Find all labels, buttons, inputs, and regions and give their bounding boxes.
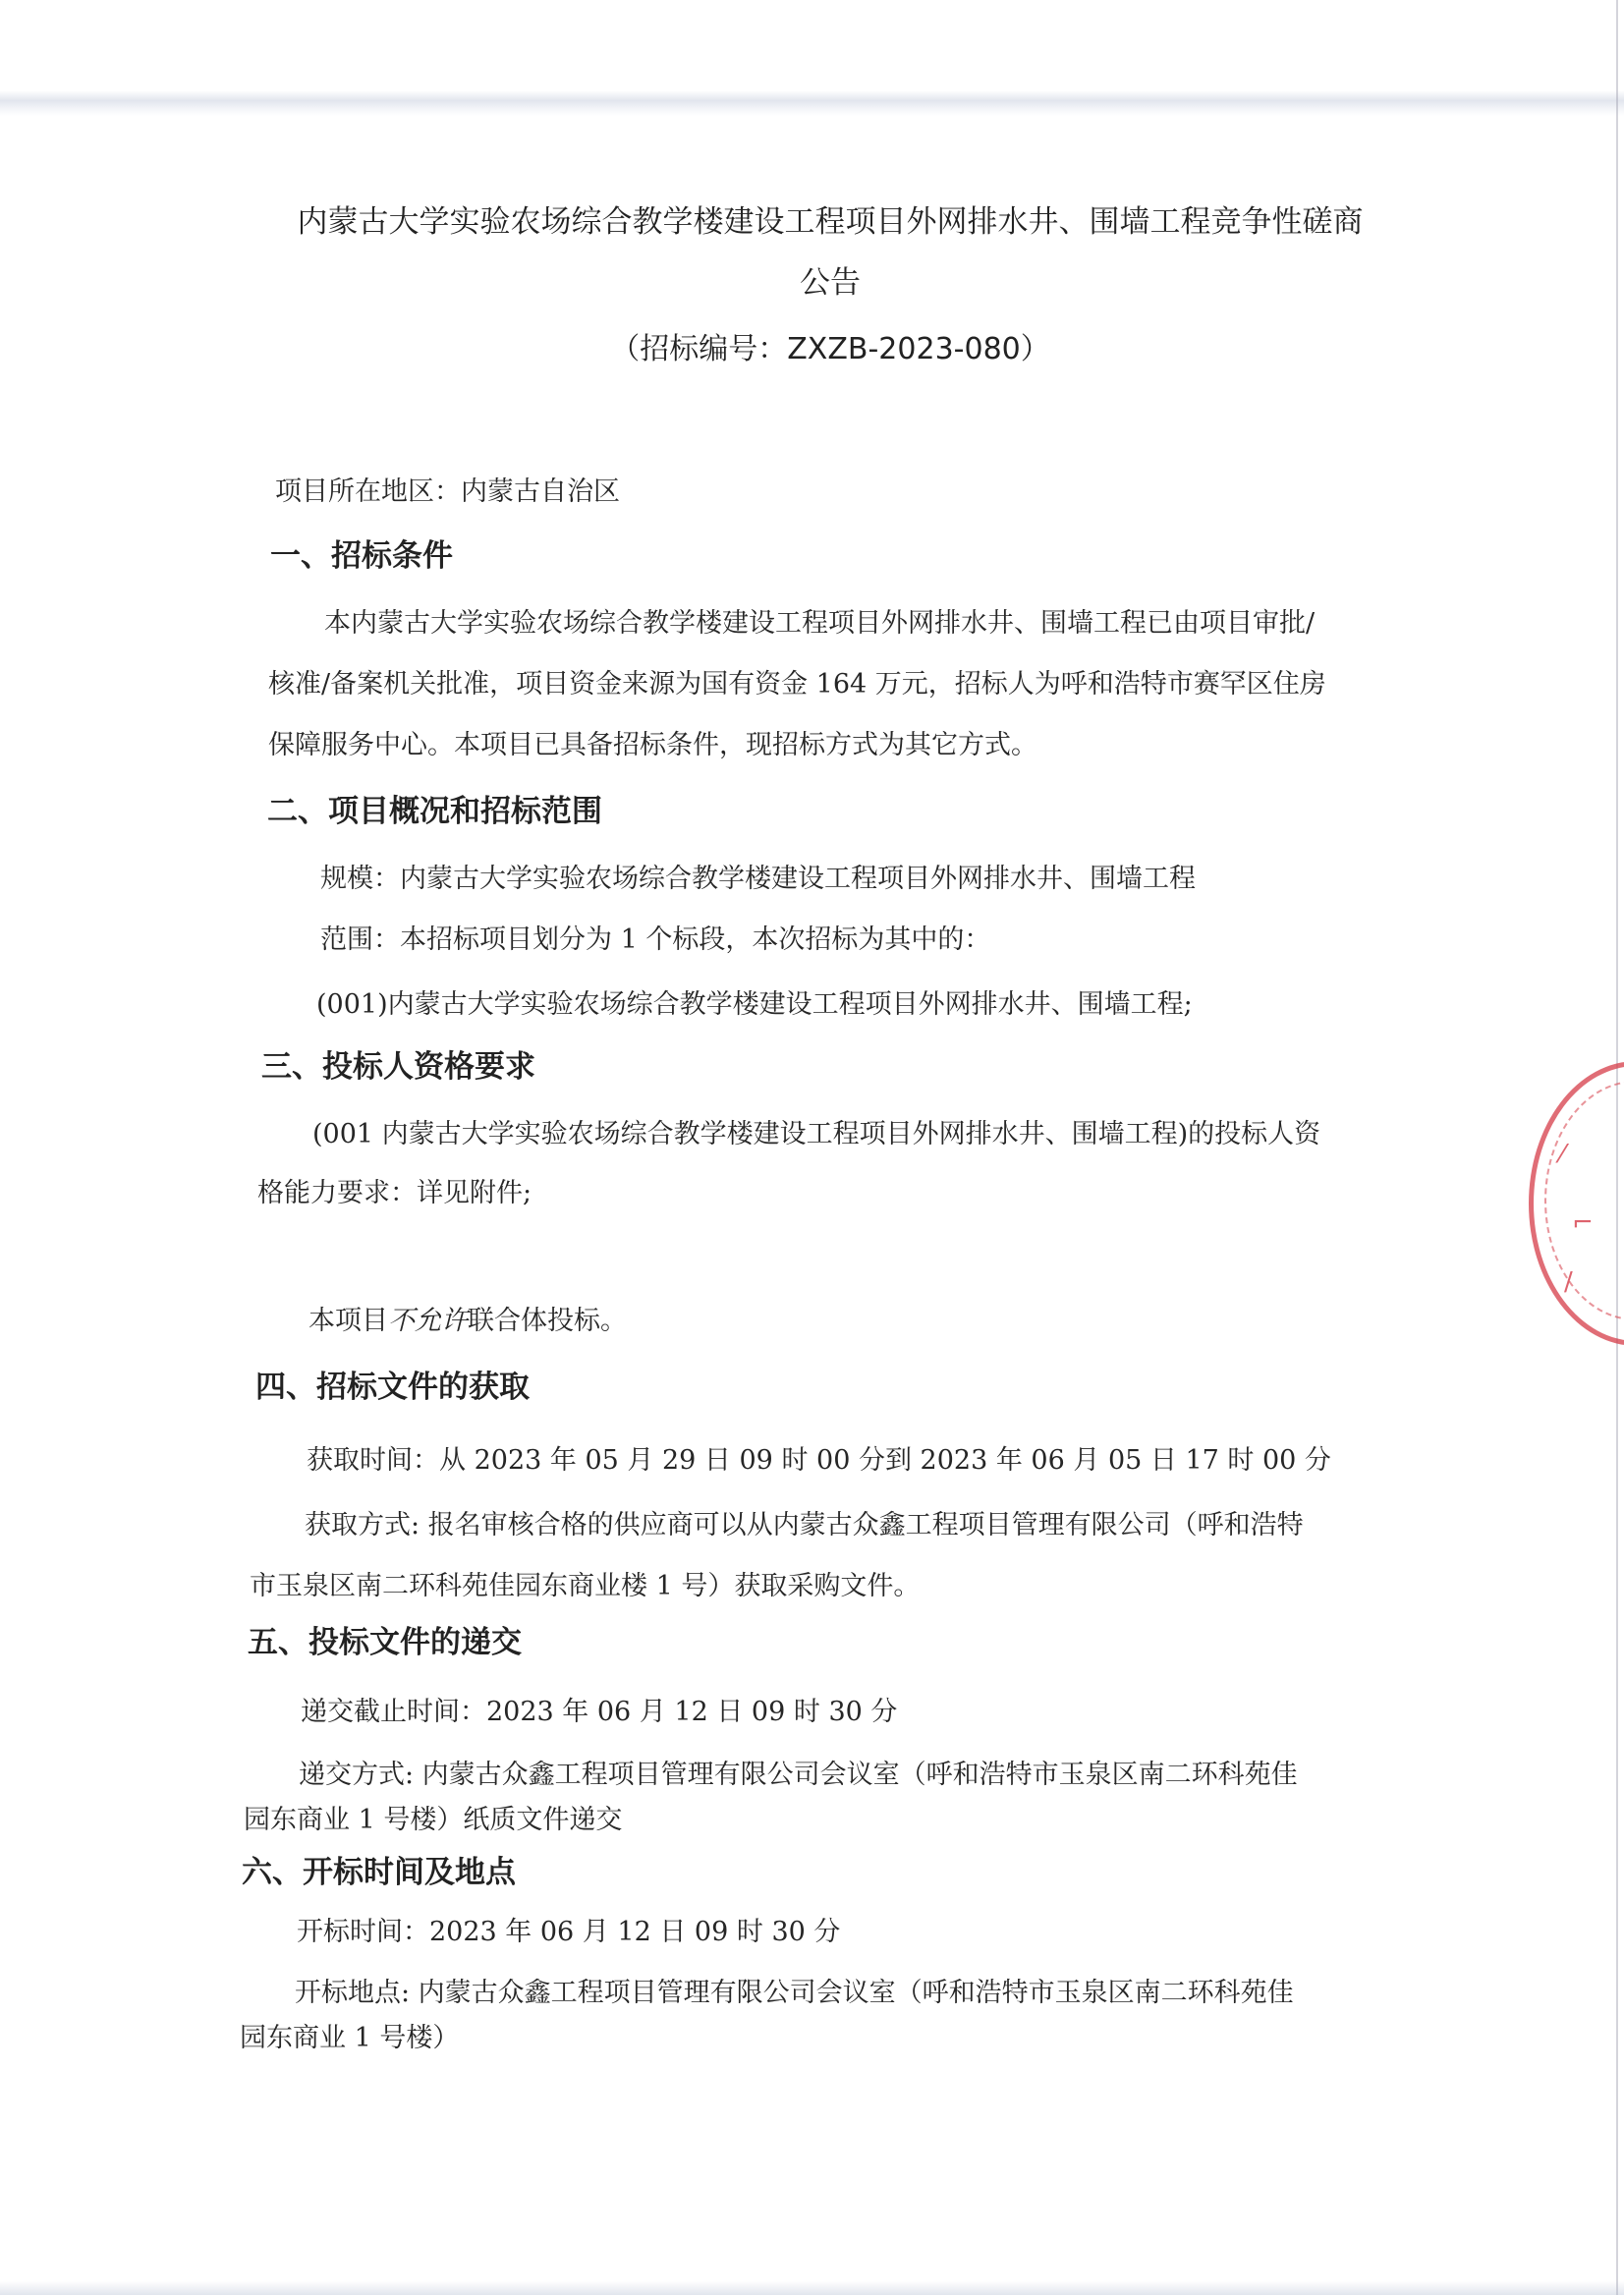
submission-method-line-2: 园东商业 1 号楼）纸质文件递交 [244,1805,623,1835]
acquisition-method-line-2: 市玉泉区南二环科苑佳园东商业楼 1 号）获取采购文件。 [250,1571,921,1601]
section-heading-3: 三、投标人资格要求 [261,1049,535,1085]
section1-line-3: 保障服务中心。本项目已具备招标条件，现招标方式为其它方式。 [268,730,1037,760]
section-heading-4: 四、招标文件的获取 [255,1370,530,1405]
consortium-note: 本项目不允许联合体投标。 [308,1306,627,1336]
opening-place-line-1: 开标地点: 内蒙古众鑫工程项目管理有限公司会议室（呼和浩特市玉泉区南二环科苑佳 [295,1978,1294,2008]
submission-method-line-1: 递交方式: 内蒙古众鑫工程项目管理有限公司会议室（呼和浩特市玉泉区南二环科苑佳 [299,1760,1298,1790]
project-region: 项目所在地区：内蒙古自治区 [275,476,620,507]
section-heading-2: 二、项目概况和招标范围 [267,794,602,829]
lot-item: (001)内蒙古大学实验农场综合教学楼建设工程项目外网排水井、围墙工程; [316,989,1193,1020]
section-heading-1: 一、招标条件 [270,538,453,574]
qualification-line-2: 格能力要求：详见附件; [257,1178,532,1208]
seal-mark: ∕ [1564,1267,1573,1297]
acquisition-time: 获取时间：从 2023 年 05 月 29 日 09 时 00 分到 2023 年 06 月 05 日 17 时 00 分 [307,1445,1331,1476]
project-scope: 范围：本招标项目划分为 1 个标段，本次招标为其中的： [320,924,991,955]
bid-number: （招标编号：ZXZB-2023-080） [610,332,1050,366]
section1-line-2: 核准/备案机关批准，项目资金来源为国有资金 164 万元，招标人为呼和浩特市赛罕区住房 [268,669,1326,700]
acquisition-method-line-1: 获取方式: 报名审核合格的供应商可以从内蒙古众鑫工程项目管理有限公司（呼和浩特 [305,1510,1304,1540]
consortium-not-allowed: 不允许 [388,1306,468,1336]
project-scale: 规模：内蒙古大学实验农场综合教学楼建设工程项目外网排水井、围墙工程 [320,864,1196,894]
qualification-line-1: (001 内蒙古大学实验农场综合教学楼建设工程项目外网排水井、围墙工程)的投标人资 [312,1119,1321,1149]
document-title: 内蒙古大学实验农场综合教学楼建设工程项目外网排水井、围墙工程竞争性磋商 [297,204,1364,240]
seal-mark: ⁄ [1560,1140,1565,1169]
seal-mark: ⌐ [1572,1208,1594,1238]
section1-line-1: 本内蒙古大学实验农场综合教学楼建设工程项目外网排水井、围墙工程已由项目审批/ [324,608,1316,639]
opening-time: 开标时间：2023 年 06 月 12 日 09 时 30 分 [297,1917,841,1947]
document-title-continued: 公告 [800,265,861,301]
scan-edge-top [0,90,1624,116]
opening-place-line-2: 园东商业 1 号楼） [240,2023,460,2053]
submission-deadline: 递交截止时间：2023 年 06 月 12 日 09 时 30 分 [301,1697,898,1727]
section-heading-5: 五、投标文件的递交 [248,1625,522,1660]
scan-edge-bottom [0,2281,1624,2295]
section-heading-6: 六、开标时间及地点 [242,1855,516,1890]
